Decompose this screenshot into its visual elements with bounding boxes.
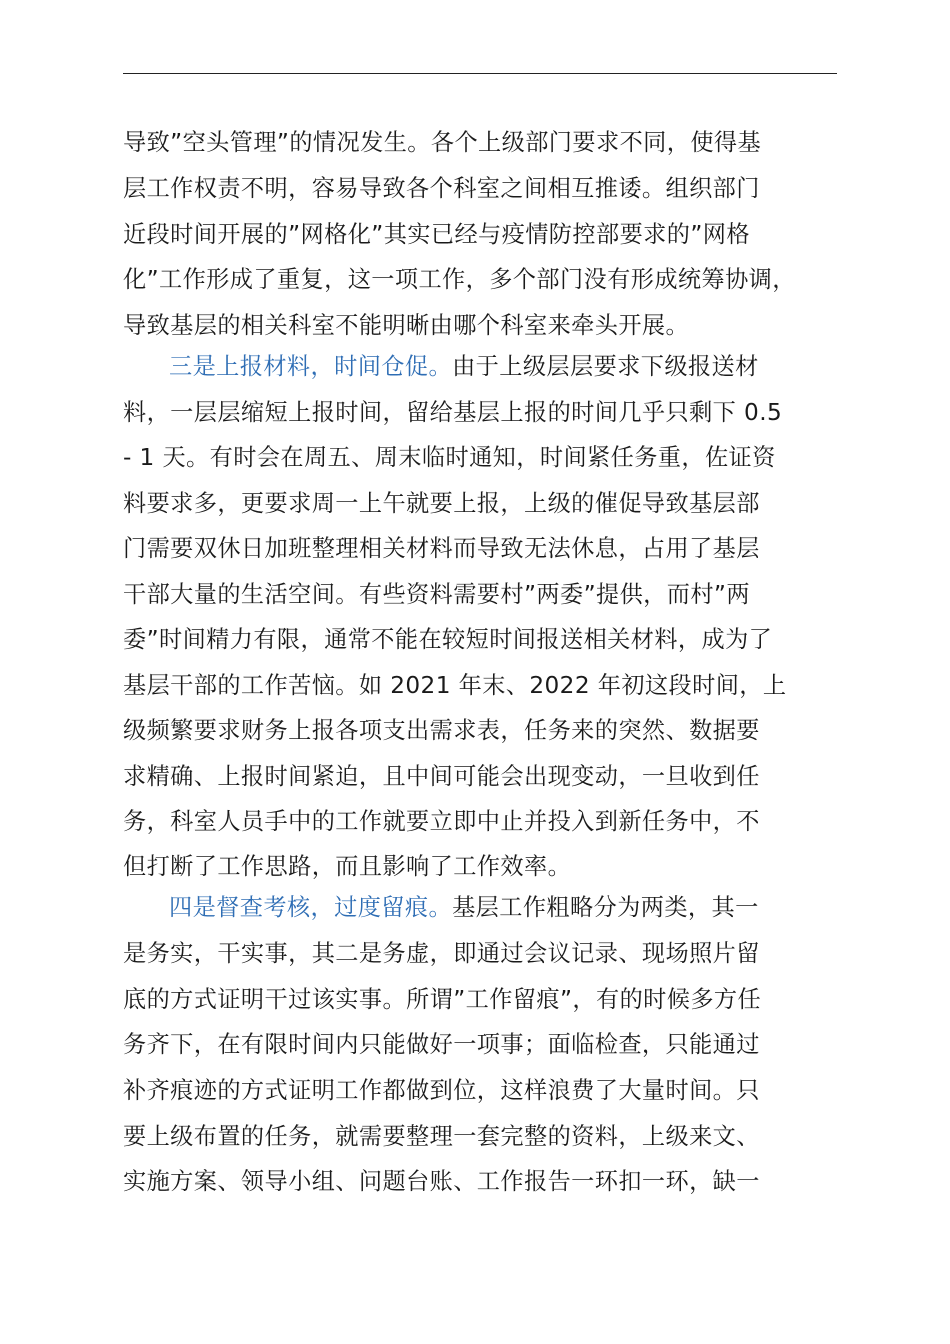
- text-line: 导致”空头管理”的情况发生。各个上级部门要求不同，使得基: [123, 129, 762, 156]
- text-line: 委”时间精力有限，通常不能在较短时间报送相关材料，成为了: [123, 626, 773, 653]
- text-line: 是务实，干实事，其二是务虚，即通过会议记录、现场照片留: [123, 940, 760, 967]
- paragraph-first-line: [169, 893, 843, 923]
- header-rule: [123, 73, 837, 74]
- text-line: - 1 天。有时会在周五、周末临时通知，时间紧任务重，佐证资: [123, 444, 776, 471]
- text-line: 求精确、上报时间紧迫，且中间可能会出现变动，一旦收到任: [123, 763, 760, 790]
- text-line: 底的方式证明干过该实事。所谓”工作留痕”，有的时候多方任: [123, 986, 762, 1013]
- text-line: 层工作权责不明，容易导致各个科室之间相互推诿。组织部门: [123, 175, 760, 202]
- text-line: 门需要双休日加班整理相关材料而导致无法休息，占用了基层: [123, 535, 760, 562]
- text-line: 近段时间开展的”网格化”其实已经与疫情防控部要求的”网格: [123, 221, 750, 248]
- text-line: 务齐下，在有限时间内只能做好一项事；面临检查，只能通过: [123, 1031, 760, 1058]
- text-line: 料，一层层缩短上报时间，留给基层上报的时间几乎只剩下 0.5: [123, 399, 783, 426]
- paragraph-first-line: [169, 352, 843, 382]
- text-line: 实施方案、领导小组、问题台账、工作报告一环扣一环，缺一: [123, 1168, 760, 1195]
- text-line: 化”工作形成了重复，这一项工作，多个部门没有形成统筹协调，: [123, 266, 796, 293]
- text-line: 基层干部的工作苦恼。如 2021 年末、2022 年初这段时间，上: [123, 672, 787, 699]
- text-line: 务，科室人员手中的工作就要立即中止并投入到新任务中，不: [123, 808, 760, 835]
- paragraph-heading: 三是上报材料，时间仓促。: [169, 353, 453, 380]
- text-line: 级频繁要求财务上报各项支出需求表，任务来的突然、数据要: [123, 717, 760, 744]
- paragraph-heading: 四是督查考核，过度留痕。: [169, 894, 453, 921]
- text-line: 干部大量的生活空间。有些资料需要村”两委”提供，而村”两: [123, 581, 750, 608]
- paragraph-text: 基层工作粗略分为两类，其一: [452, 894, 759, 921]
- text-line: 要上级布置的任务，就需要整理一套完整的资料，上级来文、: [123, 1123, 760, 1150]
- paragraph-text: 由于上级层层要求下级报送材: [452, 353, 759, 380]
- text-line: 导致基层的相关科室不能明晰由哪个科室来牵头开展。: [123, 312, 690, 339]
- text-line: 料要求多，更要求周一上午就要上报，上级的催促导致基层部: [123, 490, 760, 517]
- text-line: 但打断了工作思路，而且影响了工作效率。: [123, 853, 572, 880]
- text-line: 补齐痕迹的方式证明工作都做到位，这样浪费了大量时间。只: [123, 1077, 760, 1104]
